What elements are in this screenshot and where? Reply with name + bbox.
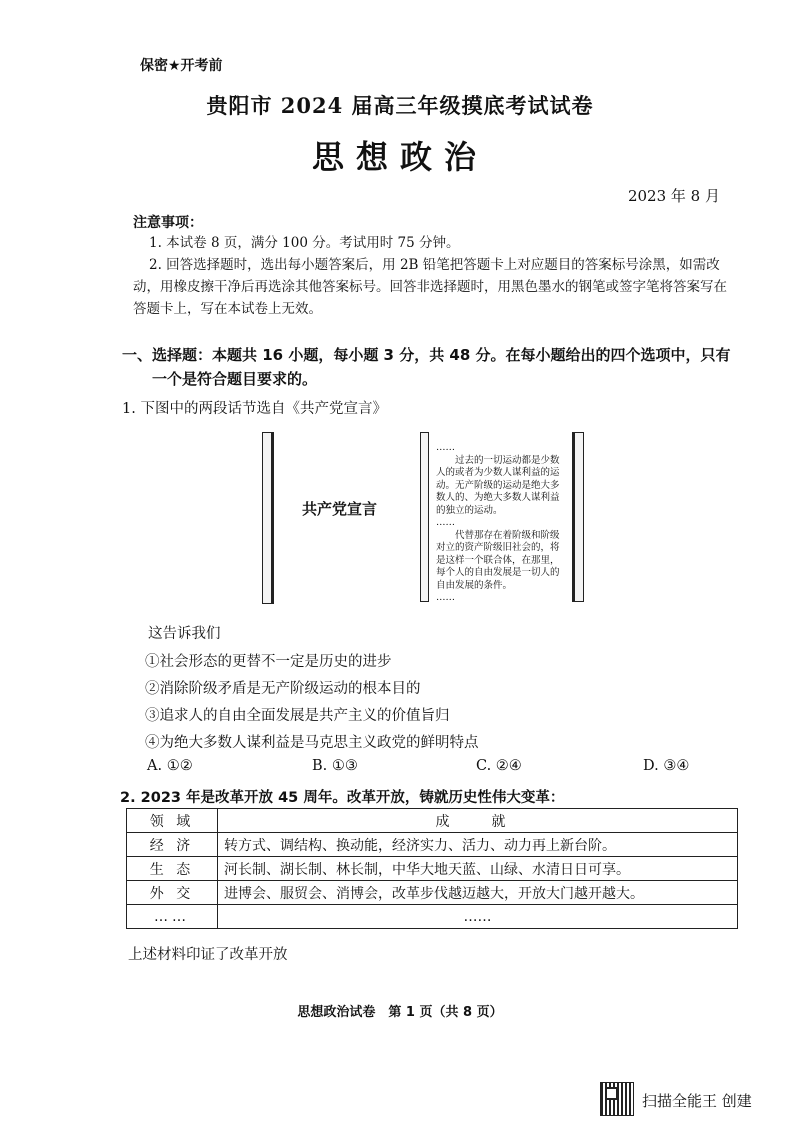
choice-c: C. ②④ xyxy=(476,758,522,774)
section-heading xyxy=(122,343,742,391)
question-1-option: ④为绝大多数人谋利益是马克思主义政党的鲜明特点 xyxy=(145,735,479,751)
excerpt-dots-bottom: …… xyxy=(436,592,455,603)
page-footer: 思想政治试卷 第 1 页（共 8 页） xyxy=(297,1005,503,1020)
table-row xyxy=(127,881,738,905)
table-header: 领 域 xyxy=(127,809,218,833)
table-row xyxy=(127,833,738,857)
qr-code-icon xyxy=(600,1082,634,1116)
exam-title: 贵阳市 2024 届高三年级摸底考试试卷 xyxy=(206,93,594,118)
question-1-option: ①社会形态的更替不一定是历史的进步 xyxy=(145,654,392,670)
table-cell: 进博会、服贸会、消博会，改革步伐越迈越大，开放大门越开越大。 xyxy=(218,881,738,905)
table-cell: 生 态 xyxy=(127,857,218,881)
excerpt-para-1: 过去的一切运动都是少数人的或者为少数人谋利益的运动。无产阶级的运动是绝大多数人的、为绝大多数人谋利益的独立的运动。 xyxy=(436,454,560,516)
question-1-option: ②消除阶级矛盾是无产阶级运动的根本目的 xyxy=(145,681,421,697)
excerpt-dots-mid: …… xyxy=(436,517,455,528)
question-2-stem: 2. 2023 年是改革开放 45 周年。改革开放，铸就历史性伟大变革： xyxy=(120,790,565,806)
manifesto-excerpt xyxy=(436,442,568,605)
table-cell: …… xyxy=(127,905,218,929)
question-1-stem: 1. 下图中的两段话节选自《共产党宣言》 xyxy=(122,401,387,417)
notice-item-2: 2. 回答选择题时，选出每小题答案后，用 2B 铅笔把答题卡上对应题目的答案标号涂黑，如需改动，用橡皮擦干净后再选涂其他答案标号。回答非选择题时，用黑色墨水的钢笔或签字笔将答案写在答题卡上，写在本试卷上无效。 xyxy=(133,257,727,317)
table-cell: …… xyxy=(218,905,738,929)
notice-title: 注意事项： xyxy=(133,215,203,231)
book-cover-label: 共产党宣言 xyxy=(302,500,378,518)
table-row xyxy=(127,905,738,929)
scroll-rod-icon xyxy=(572,432,584,602)
scroll-rod-icon xyxy=(420,432,429,602)
table-cell: 经 济 xyxy=(127,833,218,857)
subject-title: 思想政治 xyxy=(311,138,488,176)
confidential-label: 保密★开考前 xyxy=(140,58,223,74)
excerpt-para-2: 代替那存在着阶级和阶级对立的资产阶级旧社会的，将是这样一个联合体，在那里，每个人的自由发展是一切人的自由发展的条件。 xyxy=(436,529,560,591)
question-2-tail: 上述材料印证了改革开放 xyxy=(128,947,288,963)
table-cell: 外 交 xyxy=(127,881,218,905)
table-header: 成 就 xyxy=(218,809,738,833)
notice-item-1: 1. 本试卷 8 页，满分 100 分。考试用时 75 分钟。 xyxy=(149,235,460,251)
exam-date: 2023 年 8 月 xyxy=(627,187,720,205)
table-cell: 转方式、调结构、换动能，经济实力、活力、动力再上新台阶。 xyxy=(218,833,738,857)
scanner-watermark: 扫描全能王 创建 xyxy=(642,1092,752,1110)
section-heading-text: 一、选择题：本题共 16 小题，每小题 3 分，共 48 分。在每小题给出的四个选项中，只有一个是符合题目要求的。 xyxy=(122,346,731,388)
achievements-table xyxy=(126,808,738,929)
table-row xyxy=(127,857,738,881)
notice-list xyxy=(133,232,733,320)
excerpt-dots-top: …… xyxy=(436,442,455,453)
table-header-row xyxy=(127,809,738,833)
table-cell: 河长制、湖长制、林长制，中华大地天蓝、山绿、水清日日可享。 xyxy=(218,857,738,881)
question-1-option: ③追求人的自由全面发展是共产主义的价值旨归 xyxy=(145,708,450,724)
choice-a: A. ①② xyxy=(147,758,193,774)
question-1-intro: 这告诉我们 xyxy=(148,626,221,642)
book-spine-icon xyxy=(262,432,274,604)
choice-b: B. ①③ xyxy=(312,758,358,774)
choice-d: D. ③④ xyxy=(643,758,690,774)
